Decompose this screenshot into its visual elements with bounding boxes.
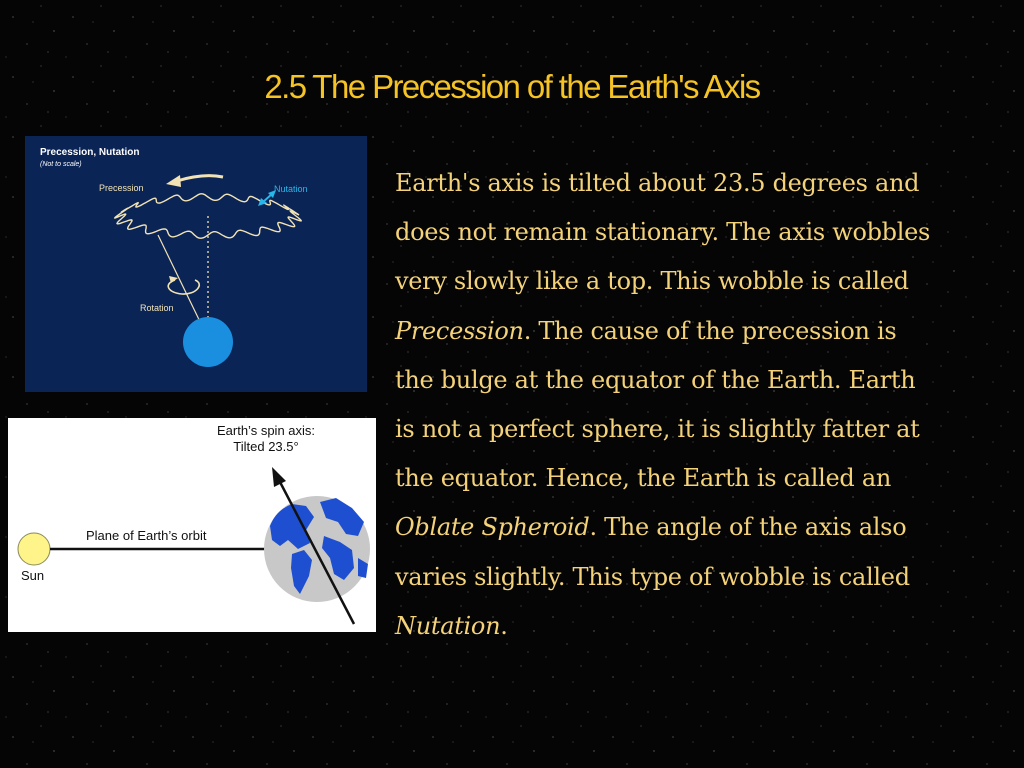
body-line-rest: . [500, 611, 508, 640]
precession-nutation-diagram [25, 136, 367, 392]
body-line: the equator. Hence, the Earth is called an [395, 464, 891, 493]
nutation-label: Nutation [274, 184, 308, 194]
body-line [395, 503, 995, 552]
slide-title: 2.5 The Precession of the Earth's Axis [264, 68, 760, 105]
body-line: varies slightly. This type of wobble is called [395, 562, 910, 591]
term-precession: Precession [395, 316, 524, 345]
axial-tilt-diagram [8, 418, 376, 632]
orbit-plane-label: Plane of Earth’s orbit [86, 528, 207, 543]
body-line: Earth's axis is tilted about 23.5 degrees and [395, 169, 920, 197]
diagram-subtitle: (Not to scale) [40, 161, 82, 168]
body-line [395, 307, 995, 356]
body-line: does not remain stationary. The axis wobbles [395, 218, 931, 247]
body-line: very slowly like a top. This wobble is called [395, 267, 909, 296]
earth-sphere [183, 317, 233, 367]
body-paragraph [395, 159, 995, 651]
term-nutation: Nutation [395, 611, 501, 640]
rotation-label: Rotation [140, 303, 174, 313]
sun-label: Sun [21, 568, 45, 583]
earth-globe-icon [264, 496, 370, 602]
diagram-title: Precession, Nutation [40, 147, 140, 158]
precession-label: Precession [99, 183, 144, 193]
term-oblate-spheroid: Oblate Spheroid [395, 513, 590, 542]
body-line: is not a perfect sphere, it is slightly fatter at [395, 415, 920, 444]
body-line [395, 602, 995, 651]
body-line-rest: . The cause of the precession is [523, 316, 897, 345]
body-line-rest: . The angle of the axis also [589, 513, 907, 542]
body-line: the bulge at the equator of the Earth. Earth [395, 365, 916, 394]
tilt-angle-label: Tilted 23.5° [233, 439, 299, 454]
spin-axis-label: Earth’s spin axis: [216, 423, 316, 438]
sun-icon [18, 533, 50, 565]
